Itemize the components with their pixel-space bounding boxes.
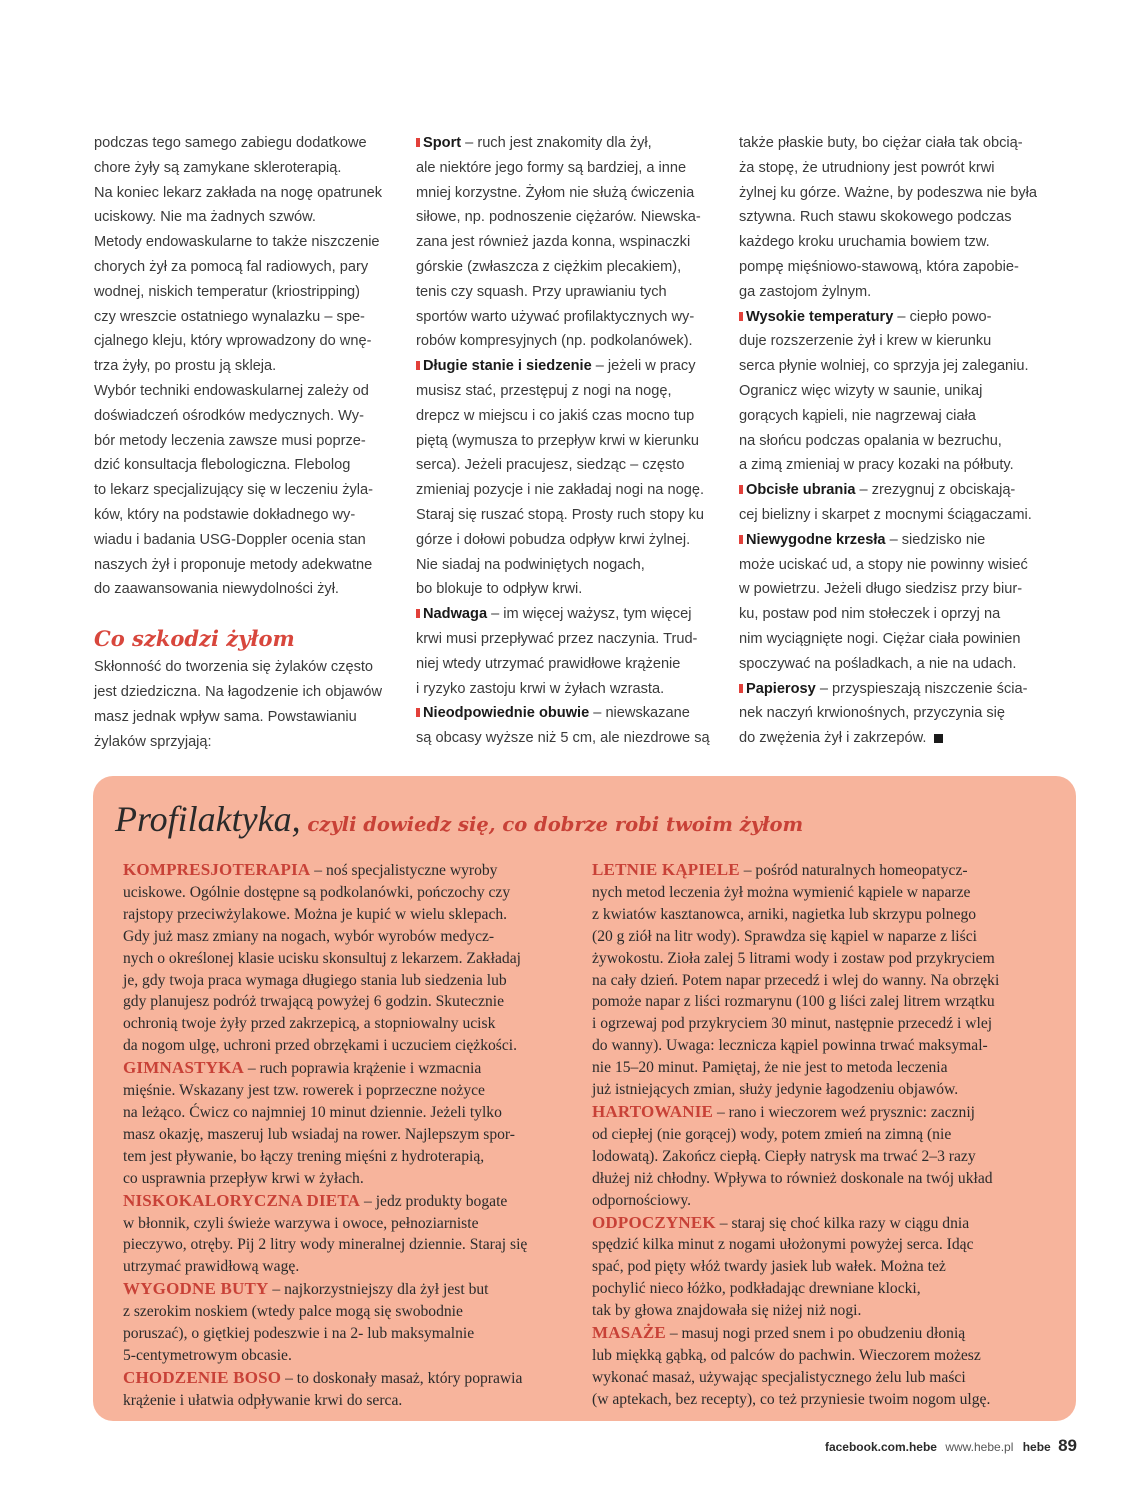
text-line: już istniejących zmian, służy jedynie łagodzeniu objawów. [592,1081,959,1099]
list-item-title: Niewygodne krzesła [746,531,886,548]
text-line: spoczywać na pośladkach, a nie na udach. [739,655,1017,672]
text-line: je, gdy twoja praca wymaga długiego stania lub siedzenia lub [123,971,507,989]
text-line: Ogranicz więc wizyty w saunie, unikaj [739,382,983,399]
list-item [739,528,1045,677]
bullet-square-icon [416,708,420,717]
text-line: ochronią twoje żyły przed zakrzepicą, a stopniowalny ucisk [123,1015,496,1033]
bullet-square-icon [416,361,420,370]
text-line: z kwiatów kasztanowca, arniki, nagietka lub skrzypu polnego [592,905,977,923]
text-line: to lekarz specjalizujący się w leczeniu żyla- [94,482,374,499]
text-line: odpornościowy. [592,1191,692,1209]
bullet-square-icon [739,535,743,544]
tip-first-line [123,859,568,882]
text-line: trza żyły, po prostu ją skleja. [94,358,277,375]
text-line: Staraj się ruszać stopą. Prosty ruch stopy ku [416,506,704,523]
list-item [416,701,722,751]
text-line: bo blokuje to odpływ krwi. [416,581,583,598]
prevention-box [93,776,1076,1421]
text-line: żylaków sprzyjają: [94,733,212,750]
tip-text: – rano i wieczorem weź prysznic: zacznij [713,1103,975,1121]
text-line: chore żyły są zamykane skleroterapią. [94,159,342,176]
list-item-title: Papierosy [746,680,816,697]
list-item-first-line [739,305,1045,330]
text-line: masz jednak wpływ sama. Powstawianiu [94,708,357,725]
bullet-square-icon [739,312,743,321]
tip-first-line [592,1101,1047,1124]
text-line: tenis czy squash. Przy uprawianiu tych [416,283,667,300]
text-line: może uciskać ud, a stopy nie powinny wisieć [739,556,1028,573]
column-1-text [94,131,394,602]
box-column-left [123,859,568,1412]
text-line: drepcz w miejscu i co jakiś czas mocno tup [416,407,695,424]
text-line: pompę mięśniowo-stawową, która zapobie- [739,258,1019,275]
list-item-text: – niewskazane [589,705,690,722]
bullet-square-icon [416,609,420,618]
end-of-article-icon [934,734,943,743]
text-line: da nogom ulgę, uchroni przed obrzękami i uczuciem ciężkości. [123,1037,518,1055]
list-item [416,354,722,602]
text-line: krwi musi przepływać przez naczynia. Trud- [416,630,698,647]
box-title-subtitle: czyli dowiedz się, co dobrze robi twoim żyłom [300,813,804,836]
text-line: (w aptekach, bez recepty), co też przyniesie twoim nogom ulgę. [592,1390,991,1408]
text-line: żywokostu. Zioła zalej 5 litrami wody i zostaw pod przykryciem [592,949,995,967]
text-line: żylnej ku górze. Ważne, by podeszwa nie była [739,184,1037,201]
tip-text: – to doskonały masaż, który poprawia [281,1369,523,1387]
tip-text: – staraj się choć kilka razy w ciągu dnia [715,1214,970,1232]
footer-website: www.hebe.pl [945,1440,1014,1454]
text-line: uciskowy. Nie ma żadnych szwów. [94,209,316,226]
text-line: masz okazję, maszeruj lub wsiadaj na rower. Najlepszym spor- [123,1125,515,1143]
list-item-first-line [739,677,1045,702]
tip-first-line [592,1212,1047,1235]
text-line: nek naczyń krwionośnych, przyczynia się [739,705,1006,722]
list-item-first-line [416,131,722,156]
section-intro-text [94,655,394,754]
text-line: Skłonność do tworzenia się żylaków często [94,659,374,676]
text-line: wodnej, niskich temperatur (kriostripping) [94,283,361,300]
box-column-right [592,859,1047,1411]
tip-first-line [123,1057,568,1080]
list-item-first-line [416,354,722,379]
tip-text: – jedz produkty bogate [360,1192,508,1210]
list-item [416,602,722,701]
text-line: wykonać masaż, używając specjalistycznego żelu lub maści [592,1368,966,1386]
text-line: krążenie i ułatwia odpływanie krwi do serca. [123,1391,403,1409]
text-line: jest dziedziczna. Na łagodzenie ich objawów [94,683,382,700]
list-item-title: Wysokie temperatury [746,308,894,325]
text-line: Na koniec lekarz zakłada na nogę opatrunek [94,184,383,201]
text-line: nim wyciągnięte nogi. Ciężar ciała powinien [739,630,1021,647]
tip-first-line [123,1278,568,1301]
tip-text: – noś specjalistyczne wyroby [310,862,498,879]
list-item-text: – siedzisko nie [885,531,986,548]
text-line: ku, postaw pod nim stołeczek i oprzyj na [739,606,1001,623]
tip-first-line [123,1367,568,1390]
text-line: i ryzyko zastoju krwi w żyłach wzrasta. [416,680,665,697]
text-line: górskie (zwłaszcza z ciężkim plecakiem), [416,258,682,275]
tip-title: WYGODNE BUTY [123,1279,269,1299]
text-line: bór metody leczenia zawsze musi poprze- [94,432,366,449]
text-line: podczas tego samego zabiegu dodatkowe [94,135,367,151]
text-line: naszych żył i proponuje metody adekwatne [94,556,373,573]
text-line: gdy planujesz podróż trwającą powyżej 6 godzin. Skutecznie [123,993,505,1011]
text-line: nie 15–20 minut. Pamiętaj, że nie jest to metoda leczenia [592,1059,948,1077]
article-column-1 [94,131,394,754]
text-line: duje rozszerzenie żył i krew w kierunku [739,333,992,350]
text-line: tak by głowa znajdowała się niżej niż nogi. [592,1302,862,1320]
tip-title: CHODZENIE BOSO [123,1367,282,1387]
text-line: tem jest pływanie, bo łączy trening mięśni z hydroterapią, [123,1147,485,1165]
bullet-square-icon [416,138,420,147]
text-line: są obcasy wyższe niż 5 cm, ale niezdrowe są [416,730,710,747]
text-line: (20 g ziół na litr wody). Sprawdza się kąpiel w naparze z liści [592,927,977,945]
text-line: Wybór techniki endowaskularnej zależy od [94,382,369,399]
text-line: nych o określonej klasie ucisku skonsultuj z lekarzem. Zakładaj [123,949,521,967]
article-column-2 [416,131,722,751]
tip-item [123,1190,568,1279]
tip-text: – masuj nogi przed snem i po obudzeniu dłonią [665,1325,966,1343]
list-item-title: Obcisłe ubrania [746,482,856,499]
tip-text: – pośród naturalnych homeopatycz- [739,862,968,879]
tip-item [123,1367,568,1412]
list-item-title: Nieodpowiednie obuwie [423,705,590,722]
text-line: górze i dołowi pobudza odpływ krwi żylnej. [416,531,691,548]
text-line: z szerokim noskiem (wtedy palce mogą się swobodnie [123,1303,463,1321]
tip-item [592,1322,1047,1411]
bullet-square-icon [739,684,743,693]
list-item [739,305,1045,479]
tip-item [123,859,568,1057]
text-line: sportów warto używać profilaktycznych wy- [416,308,695,325]
text-line: w błonnik, czyli świeże warzywa i owoce, pełnoziarniste [123,1214,479,1232]
text-line: na cały dzień. Potem napar przecedź i wlej do wanny. Na obrzęki [592,971,1000,989]
tip-item [592,1101,1047,1212]
text-line: cjalnego kleju, który wprowadzony do wnę- [94,333,372,350]
text-line: zana jest również jazda konna, wspinaczki [416,234,691,251]
tip-item [592,859,1047,1101]
list-item-first-line [416,701,722,726]
text-line: ków, który na podstawie dokładnego wy- [94,506,356,523]
list-item-text: – zrezygnuj z obciskają- [855,482,1016,499]
column-3-intro [739,131,1045,305]
tip-first-line [592,859,1047,882]
text-line: do wanny). Uwaga: lecznicza kąpiel powinna trwać maksymal- [592,1037,988,1055]
bullet-square-icon [739,485,743,494]
text-line: niej wtedy utrzymać prawidłowe krążenie [416,655,681,672]
text-line: ża stopę, że utrudniony jest powrót krwi [739,159,995,176]
text-line: Nie siadaj na podwiniętych nogach, [416,556,645,573]
text-line: chorych żył za pomocą fal radiowych, pary [94,258,369,275]
section-heading: Co szkodzi żyłom [94,626,295,652]
text-line: ga zastojom żylnym. [739,283,872,300]
text-line: uciskowe. Ogólnie dostępne są podkolanówki, pończochy czy [123,883,511,901]
list-item-title: Długie stanie i siedzenie [423,358,592,375]
text-line: co usprawnia przepływ krwi w żyłach. [123,1169,364,1187]
text-line: każdego kroku uruchamia bowiem tzw. [739,234,990,251]
text-line: serca). Jeżeli pracujesz, siedząc – często [416,457,685,474]
list-item [739,478,1045,528]
text-line: robów kompresyjnych (np. podkolanówek). [416,333,693,350]
text-line: i ogrzewaj pod przykryciem 30 minut, następnie przecedź i wlej [592,1015,993,1033]
list-item [416,131,722,354]
text-line: a zimą zmieniaj w pracy kozaki na półbuty. [739,457,1014,474]
tip-title: ODPOCZYNEK [592,1212,716,1232]
text-line: pochylić nieco łóżko, podkładając drewniane klocki, [592,1280,921,1298]
text-line: poruszać), o giętkiej podeszwie i na 2- lub maksymalnie [123,1325,475,1343]
footer-brand: hebe [1022,1440,1051,1454]
list-item-first-line [739,478,1045,503]
page-footer [825,1436,1077,1456]
tip-text: – najkorzystniejszy dla żył jest but [268,1281,489,1299]
text-line: gorących kąpieli, nie nagrzewaj ciała [739,407,976,424]
text-line: siłowe, np. podnoszenie ciężarów. Niewska- [416,209,701,226]
text-line: dłużej niż chłodny. Wpływa to również doskonale na twój układ [592,1169,993,1187]
list-item-text: – jeżeli w pracy [591,358,696,375]
text-line: do zwężenia żył i zakrzepów. [739,726,1045,751]
tip-title: GIMNASTYKA [123,1058,245,1078]
text-line: nych metod leczenia żył można wymienić kąpiele w naparze [592,883,971,901]
list-item-text: – ruch jest znakomity dla żył, [461,135,652,151]
text-line: cej bielizny i skarpet z mocnymi ściągaczami. [739,506,1032,523]
text-line: wiadu i badania USG-Doppler ocenia stan [94,531,366,548]
text-line: utrzymać prawidłową wagę. [123,1258,300,1276]
text-line: od ciepłej (nie gorącej) wody, potem zmień na zimną (nie [592,1125,952,1143]
tip-title: NISKOKALORYCZNA DIETA [123,1190,361,1210]
text-line: spędzić kilka minut z nogami ułożonymi powyżej serca. Idąc [592,1236,974,1254]
article-column-3 [739,131,1045,751]
list-item-title: Nadwaga [423,606,488,623]
box-title [115,798,803,840]
text-line: na leżąco. Ćwicz co najmniej 10 minut dziennie. Jeżeli tylko [123,1103,502,1121]
tip-title: HARTOWANIE [592,1101,714,1121]
text-line: lub miękką gąbką, od palców do pachwin. Wieczorem możesz [592,1346,981,1364]
tip-title: KOMPRESJOTERAPIA [123,860,311,879]
box-title-main: Profilaktyka, [115,799,301,839]
tip-title: LETNIE KĄPIELE [592,860,740,879]
text-line: pomoże napar z liści rozmarynu (100 g liści zalej litrem wrzątku [592,993,995,1011]
list-item-first-line [416,602,722,627]
text-line: zmieniaj pozycje i nie zakładaj nogi na nogę. [416,482,704,499]
text-line: mięśnie. Wskazany jest tzw. rowerek i poprzeczne nożyce [123,1082,485,1100]
text-line: ale niektóre jego formy są bardziej, a inne [416,159,687,176]
text-line: Metody endowaskularne to także niszczenie [94,234,380,251]
list-item [739,677,1045,751]
text-line: pieczywo, otręby. Pij 2 litry wody mineralnej dziennie. Staraj się [123,1236,528,1254]
tip-item [123,1278,568,1367]
text-line: rajstopy przeciwżylakowe. Można je kupić w wielu sklepach. [123,905,508,923]
text-line: dzić konsultacja flebologiczna. Flebolog [94,457,351,474]
text-line: w powietrzu. Jeżeli długo siedzisz przy biur- [739,581,1023,598]
text-line: sztywna. Ruch stawu skokowego podczas [739,209,1012,226]
text-line: mniej korzystne. Żyłom nie służą ćwiczenia [416,184,695,201]
text-line: lodowatą). Zakończ ciepłą. Ciepły natrysk ma trwać 2–3 razy [592,1147,976,1165]
tip-item [592,1212,1047,1323]
text-line: Gdy już masz zmiany na nogach, wybór wyrobów medycz- [123,927,495,945]
text-line: do zaawansowania niewydolności żył. [94,581,339,598]
text-line: także płaskie buty, bo ciężar ciała tak obcią- [739,135,1023,151]
tip-first-line [123,1190,568,1213]
text-line: musisz stać, przestępuj z nogi na nogę, [416,382,672,399]
tip-title: MASAŻE [592,1323,666,1343]
text-line: piętą (wymusza to przepływ krwi w kierunku [416,432,700,449]
list-item-text: – im więcej ważysz, tym więcej [487,606,692,623]
tip-text: – ruch poprawia krążenie i wzmacnia [244,1060,482,1078]
list-item-text: – przyspieszają niszczenie ścia- [815,680,1028,697]
text-line: na słońcu podczas opalania w bezruchu, [739,432,1002,449]
page-number: 89 [1058,1436,1077,1455]
list-item-text: – ciepło powo- [893,308,992,325]
footer-facebook: facebook.com.hebe [824,1440,937,1454]
list-item-title: Sport [423,135,462,151]
text-line: serca płynie wolniej, co sprzyja jej zaleganiu. [739,358,1029,375]
text-line: spać, pod pięty włóż twardy jasiek lub wałek. Można też [592,1258,946,1276]
text-line: 5-centymetrowym obcasie. [123,1346,292,1364]
text-line: doświadczeń ośrodków medycznych. Wy- [94,407,364,424]
tip-first-line [592,1322,1047,1345]
text-line: czy wreszcie ostatniego wynalazku – spe- [94,308,365,325]
list-item-first-line [739,528,1045,553]
tip-item [123,1057,568,1189]
